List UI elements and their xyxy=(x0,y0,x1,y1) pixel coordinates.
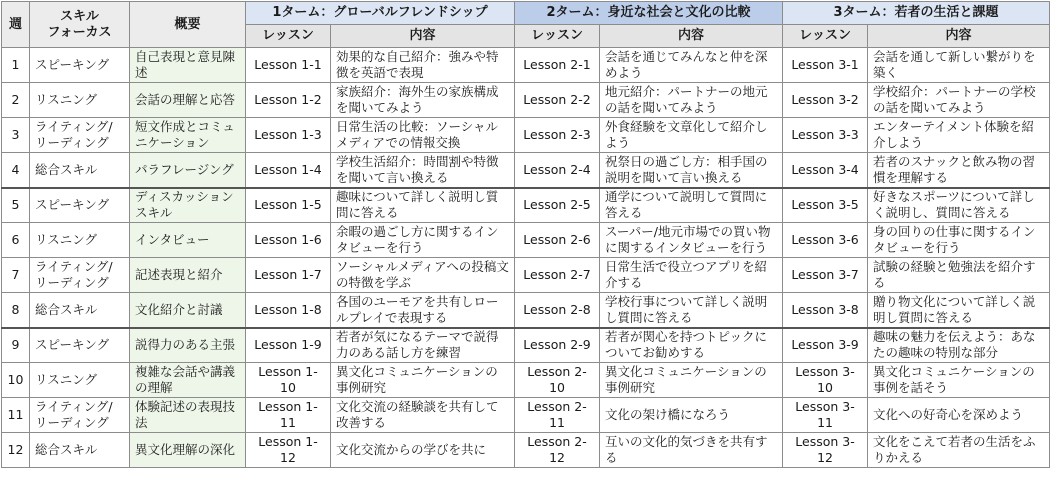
week-number: 5 xyxy=(2,188,30,223)
table-row xyxy=(2,398,1050,433)
week-number: 4 xyxy=(2,153,30,188)
lesson-code: Lesson 1-2 xyxy=(246,83,331,118)
lesson-content: 日常生活の比較：ソーシャルメディアでの情報交換 xyxy=(331,118,515,153)
lesson-code: Lesson 1-1 xyxy=(246,48,331,83)
lesson-content: 学校生活紹介：時間割や特徴を聞いて言い換える xyxy=(331,153,515,188)
term-3-header: 3ターム：若者の生活と課題 xyxy=(783,2,1050,25)
content-header: 内容 xyxy=(331,25,515,48)
lesson-content: 文化への好奇心を深めよう xyxy=(868,398,1050,433)
lesson-content: 若者のスナックと飲み物の習慣を理解する xyxy=(868,153,1050,188)
table-row xyxy=(2,83,1050,118)
lesson-content: 若者が気になるテーマで説得力のある話し方を練習 xyxy=(331,328,515,363)
lesson-content: 外食経験を文章化して紹介しよう xyxy=(600,118,783,153)
week-number: 7 xyxy=(2,258,30,293)
week-number: 1 xyxy=(2,48,30,83)
lesson-content: 文化の架け橋になろう xyxy=(600,398,783,433)
lesson-code: Lesson 3-9 xyxy=(783,328,868,363)
summary: 異文化理解の深化 xyxy=(130,433,246,468)
lesson-content: 文化をこえて若者の生活をふりかえる xyxy=(868,433,1050,468)
week-number: 9 xyxy=(2,328,30,363)
lesson-content: 趣味の魅力を伝えよう：あなたの趣味の特別な部分 xyxy=(868,328,1050,363)
term-2-header: 2ターム：身近な社会と文化の比較 xyxy=(515,2,783,25)
lesson-code: Lesson 1-6 xyxy=(246,223,331,258)
summary: 短文作成とコミュニケーション xyxy=(130,118,246,153)
lesson-code: Lesson 3-6 xyxy=(783,223,868,258)
skill-focus: スピーキング xyxy=(30,188,130,223)
lesson-content: 試験の経験と勉強法を紹介する xyxy=(868,258,1050,293)
summary: パラフレージング xyxy=(130,153,246,188)
lesson-code: Lesson 2-10 xyxy=(515,363,600,398)
lesson-code: Lesson 2-3 xyxy=(515,118,600,153)
lesson-content: 身の回りの仕事に関するインタビューを行う xyxy=(868,223,1050,258)
lesson-content: 異文化コミュニケーションの事例研究 xyxy=(331,363,515,398)
lesson-code: Lesson 1-9 xyxy=(246,328,331,363)
lesson-header: レッスン xyxy=(515,25,600,48)
week-number: 12 xyxy=(2,433,30,468)
summary: 記述表現と紹介 xyxy=(130,258,246,293)
table-row xyxy=(2,118,1050,153)
lesson-content: 学校行事について詳しく説明し質問に答える xyxy=(600,293,783,328)
lesson-code: Lesson 2-12 xyxy=(515,433,600,468)
skill-focus-header: スキル フォーカス xyxy=(30,2,130,48)
skill-focus: 総合スキル xyxy=(30,293,130,328)
lesson-code: Lesson 1-10 xyxy=(246,363,331,398)
lesson-content: ソーシャルメディアへの投稿文の特徴を学ぶ xyxy=(331,258,515,293)
week-number: 3 xyxy=(2,118,30,153)
lesson-code: Lesson 1-4 xyxy=(246,153,331,188)
lesson-content: 学校紹介：パートナーの学校の話を聞いてみよう xyxy=(868,83,1050,118)
table-row xyxy=(2,153,1050,188)
lesson-code: Lesson 3-3 xyxy=(783,118,868,153)
lesson-code: Lesson 2-6 xyxy=(515,223,600,258)
table-row xyxy=(2,293,1050,328)
lesson-content: 地元紹介：パートナーの地元の話を聞いてみよう xyxy=(600,83,783,118)
skill-focus: リスニング xyxy=(30,223,130,258)
table-row xyxy=(2,433,1050,468)
lesson-code: Lesson 1-11 xyxy=(246,398,331,433)
lesson-code: Lesson 1-5 xyxy=(246,188,331,223)
lesson-content: 贈り物文化について詳しく説明し質問に答える xyxy=(868,293,1050,328)
lesson-code: Lesson 3-12 xyxy=(783,433,868,468)
lesson-code: Lesson 3-2 xyxy=(783,83,868,118)
lesson-content: 家族紹介：海外生の家族構成を聞いてみよう xyxy=(331,83,515,118)
lesson-code: Lesson 2-11 xyxy=(515,398,600,433)
week-number: 10 xyxy=(2,363,30,398)
skill-focus: リスニング xyxy=(30,83,130,118)
lesson-header: レッスン xyxy=(783,25,868,48)
skill-focus: ライティング/リーディング xyxy=(30,118,130,153)
lesson-code: Lesson 3-11 xyxy=(783,398,868,433)
lesson-code: Lesson 3-7 xyxy=(783,258,868,293)
curriculum-table xyxy=(1,1,1050,468)
lesson-code: Lesson 3-10 xyxy=(783,363,868,398)
table-row xyxy=(2,223,1050,258)
skill-focus: 総合スキル xyxy=(30,433,130,468)
table-row xyxy=(2,188,1050,223)
lesson-content: 会話を通じてみんなと仲を深めよう xyxy=(600,48,783,83)
lesson-header: レッスン xyxy=(246,25,331,48)
lesson-content: 異文化コミュニケーションの事例研究 xyxy=(600,363,783,398)
lesson-content: 祝祭日の過ごし方：相手国の説明を聞いて言い換える xyxy=(600,153,783,188)
week-number: 6 xyxy=(2,223,30,258)
table-body xyxy=(2,48,1050,468)
lesson-code: Lesson 2-8 xyxy=(515,293,600,328)
skill-focus: スピーキング xyxy=(30,328,130,363)
lesson-content: 通学について説明して質問に答える xyxy=(600,188,783,223)
lesson-content: 異文化コミュニケーションの事例を話そう xyxy=(868,363,1050,398)
lesson-content: 文化交流の経験談を共有して改善する xyxy=(331,398,515,433)
lesson-content: 効果的な自己紹介：強みや特徴を英語で表現 xyxy=(331,48,515,83)
table-header xyxy=(2,2,1050,48)
lesson-code: Lesson 1-3 xyxy=(246,118,331,153)
content-header: 内容 xyxy=(868,25,1050,48)
lesson-code: Lesson 3-5 xyxy=(783,188,868,223)
skill-focus: ライティング/リーディング xyxy=(30,398,130,433)
summary: 説得力のある主張 xyxy=(130,328,246,363)
week-number: 11 xyxy=(2,398,30,433)
summary: 体験記述の表現技法 xyxy=(130,398,246,433)
lesson-content: 好きなスポーツについて詳しく説明し、質問に答える xyxy=(868,188,1050,223)
table-row xyxy=(2,258,1050,293)
table-row xyxy=(2,48,1050,83)
lesson-code: Lesson 1-12 xyxy=(246,433,331,468)
lesson-content: 趣味について詳しく説明し質問に答える xyxy=(331,188,515,223)
content-header: 内容 xyxy=(600,25,783,48)
lesson-code: Lesson 2-2 xyxy=(515,83,600,118)
table-row xyxy=(2,363,1050,398)
summary: 自己表現と意見陳述 xyxy=(130,48,246,83)
summary-header: 概要 xyxy=(130,2,246,48)
summary: 会話の理解と応答 xyxy=(130,83,246,118)
lesson-content: 互いの文化的気づきを共有する xyxy=(600,433,783,468)
lesson-content: 若者が関心を持つトピックについてお勧めする xyxy=(600,328,783,363)
lesson-content: 余暇の過ごし方に関するインタビューを行う xyxy=(331,223,515,258)
summary: インタビュー xyxy=(130,223,246,258)
week-header: 週 xyxy=(2,2,30,48)
table-row xyxy=(2,328,1050,363)
lesson-code: Lesson 2-5 xyxy=(515,188,600,223)
summary: 複雑な会話や講義の理解 xyxy=(130,363,246,398)
summary: ディスカッションスキル xyxy=(130,188,246,223)
lesson-content: 会話を通して新しい繋がりを築く xyxy=(868,48,1050,83)
lesson-content: エンターテイメント体験を紹介しよう xyxy=(868,118,1050,153)
summary: 文化紹介と討議 xyxy=(130,293,246,328)
skill-focus: スピーキング xyxy=(30,48,130,83)
skill-focus: 総合スキル xyxy=(30,153,130,188)
week-number: 8 xyxy=(2,293,30,328)
week-number: 2 xyxy=(2,83,30,118)
lesson-code: Lesson 3-4 xyxy=(783,153,868,188)
lesson-code: Lesson 3-1 xyxy=(783,48,868,83)
lesson-code: Lesson 2-4 xyxy=(515,153,600,188)
lesson-content: 各国のユーモアを共有しロールプレイで表現する xyxy=(331,293,515,328)
skill-focus: ライティング/リーディング xyxy=(30,258,130,293)
lesson-code: Lesson 1-8 xyxy=(246,293,331,328)
lesson-code: Lesson 2-7 xyxy=(515,258,600,293)
lesson-code: Lesson 2-9 xyxy=(515,328,600,363)
lesson-code: Lesson 3-8 xyxy=(783,293,868,328)
term-1-header: 1ターム：グローバルフレンドシップ xyxy=(246,2,515,25)
lesson-content: 文化交流からの学びを共に xyxy=(331,433,515,468)
lesson-code: Lesson 1-7 xyxy=(246,258,331,293)
lesson-content: 日常生活で役立つアプリを紹介する xyxy=(600,258,783,293)
lesson-content: スーパー/地元市場での買い物に関するインタビューを行う xyxy=(600,223,783,258)
lesson-code: Lesson 2-1 xyxy=(515,48,600,83)
skill-focus: リスニング xyxy=(30,363,130,398)
